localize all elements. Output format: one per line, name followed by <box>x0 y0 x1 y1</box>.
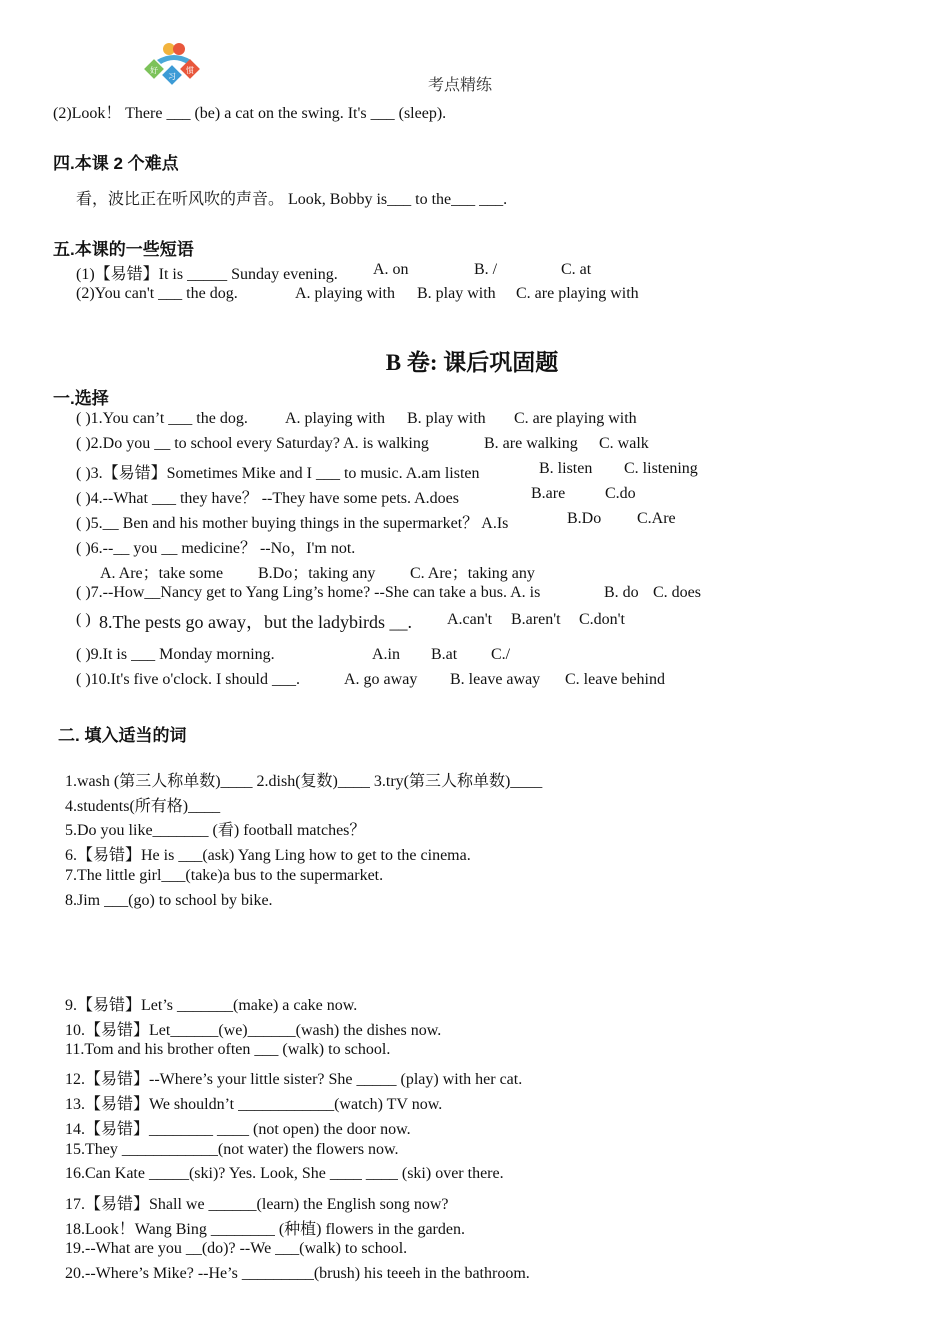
choice-q2-b: B. are walking <box>484 435 578 452</box>
fill-line-19: 19.--What are you __(do)? --We ___(walk) to school. <box>65 1240 408 1257</box>
choice-q3-c: C. listening <box>624 460 698 477</box>
choice-q1-b: B. play with <box>407 410 486 427</box>
fill-line-7: 7.The little girl___(take)a bus to the supermarket. <box>65 867 384 884</box>
choice-q6-stem: ( )6.--__ you __ medicine？ --No，I'm not. <box>76 540 356 557</box>
choice-q3-stem: ( )3.【易错】Sometimes Mike and I ___ to music. A.am listen <box>76 465 480 482</box>
fill-line-8: 8.Jim ___(go) to school by bike. <box>65 892 273 909</box>
section5-q1-stem: (1)【易错】It is _____ Sunday evening. <box>76 266 338 283</box>
fill-line-15: 15.They ____________(not water) the flowers now. <box>65 1141 399 1158</box>
choice-q10-c: C. leave behind <box>565 671 665 688</box>
section5-q2-b: B. play with <box>417 285 496 302</box>
choice-q8-stem: 8.The pests go away，but the ladybirds __. <box>99 612 412 632</box>
choice-q9-b: B.at <box>431 646 458 663</box>
choice-q8-c: C.don't <box>579 611 625 628</box>
choice-q1-a: A. playing with <box>285 410 385 427</box>
section4-heading: 四.本课 2 个难点 <box>53 154 179 173</box>
choice-q1-c: C. are playing with <box>514 410 637 427</box>
choice-q6-a: A. Are；take some <box>100 565 224 582</box>
svg-text:惯: 惯 <box>186 66 194 75</box>
fill-line-4: 4.students(所有格)____ <box>65 798 221 815</box>
choice-q5-stem: ( )5.__ Ben and his mother buying things in the supermarket？ A.Is <box>76 515 509 532</box>
fill-line-1: 1.wash (第三人称单数)____ 2.dish(复数)____ 3.try(第三人称单数)____ <box>65 773 543 790</box>
part-b-title: B 卷: 课后巩固题 <box>385 350 559 375</box>
choice-q6-b: B.Do；taking any <box>258 565 376 582</box>
section5-q1-a: A. on <box>373 261 409 278</box>
choice-q10-b: B. leave away <box>450 671 541 688</box>
fill-line-10: 10.【易错】Let______(we)______(wash) the dishes now. <box>65 1022 442 1039</box>
svg-text:习: 习 <box>168 72 176 81</box>
choice-q8-a: A.can't <box>447 611 493 628</box>
section4-line: 看，波比正在听风吹的声音。 Look, Bobby is___ to the___ ___. <box>76 191 508 208</box>
fill-line-17: 17.【易错】Shall we ______(learn) the English song now? <box>65 1196 449 1213</box>
fill-line-9: 9.【易错】Let’s _______(make) a cake now. <box>65 997 358 1014</box>
choice-q10-a: A. go away <box>344 671 418 688</box>
fill-line-13: 13.【易错】We shouldn’t ____________(watch) TV now. <box>65 1096 443 1113</box>
choice-q9-a: A.in <box>372 646 400 663</box>
good-habits-logo <box>143 40 205 86</box>
choice-q4-b: B.are <box>531 485 566 502</box>
choice-q8-prefix: ( ) <box>76 611 91 628</box>
fill-line-20: 20.--Where’s Mike? --He’s _________(brush) his teeeh in the bathroom. <box>65 1265 530 1282</box>
choice-q5-b: B.Do <box>567 510 602 527</box>
fill-line-18: 18.Look！Wang Bing ________ (种植) flowers in the garden. <box>65 1221 465 1238</box>
fill-heading: 二. 填入适当的词 <box>58 726 187 745</box>
fill-line-16: 16.Can Kate _____(ski)? Yes. Look, She ____ ____ (ski) over there. <box>65 1165 504 1182</box>
section5-q1-c: C. at <box>561 261 592 278</box>
choice-heading: 一.选择 <box>53 389 109 408</box>
choice-q9-stem: ( )9.It is ___ Monday morning. <box>76 646 275 663</box>
section5-q1-b: B. / <box>474 261 498 278</box>
fill-line-14: 14.【易错】________ ____ (not open) the door now. <box>65 1121 411 1138</box>
section5-heading: 五.本课的一些短语 <box>53 240 194 259</box>
choice-q10-stem: ( )10.It's five o'clock. I should ___. <box>76 671 300 688</box>
choice-q7-stem: ( )7.--How__Nancy get to Yang Ling’s home? --She can take a bus. A. is <box>76 584 541 601</box>
intro-question: (2)Look！ There ___ (be) a cat on the swing. It's ___ (sleep). <box>53 105 447 122</box>
section5-q2-c: C. are playing with <box>516 285 639 302</box>
choice-q3-b: B. listen <box>539 460 593 477</box>
header-title: 考点精练 <box>428 77 493 94</box>
choice-q2-c: C. walk <box>599 435 649 452</box>
choice-q2-stem: ( )2.Do you __ to school every Saturday? A. is walking <box>76 435 429 452</box>
choice-q4-stem: ( )4.--What ___ they have？ --They have some pets. A.does <box>76 490 459 507</box>
choice-q7-c: C. does <box>653 584 701 601</box>
fill-line-12: 12.【易错】--Where’s your little sister? She _____ (play) with her cat. <box>65 1071 523 1088</box>
choice-q8-b: B.aren't <box>511 611 561 628</box>
fill-line-6: 6.【易错】He is ___(ask) Yang Ling how to get to the cinema. <box>65 847 471 864</box>
section5-q2-a: A. playing with <box>295 285 395 302</box>
section5-q2-stem: (2)You can't ___ the dog. <box>76 285 238 302</box>
logo-graphic <box>143 40 205 86</box>
choice-q1-stem: ( )1.You can’t ___ the dog. <box>76 410 248 427</box>
choice-q9-c: C./ <box>491 646 511 663</box>
fill-line-11: 11.Tom and his brother often ___ (walk) to school. <box>65 1041 391 1058</box>
choice-q6-c: C. Are；taking any <box>410 565 535 582</box>
choice-q5-c: C.Are <box>637 510 676 527</box>
svg-text:好: 好 <box>150 66 158 75</box>
fill-line-5: 5.Do you like_______ (看) football matches？ <box>65 822 366 839</box>
choice-q7-b: B. do <box>604 584 639 601</box>
choice-q4-c: C.do <box>605 485 636 502</box>
